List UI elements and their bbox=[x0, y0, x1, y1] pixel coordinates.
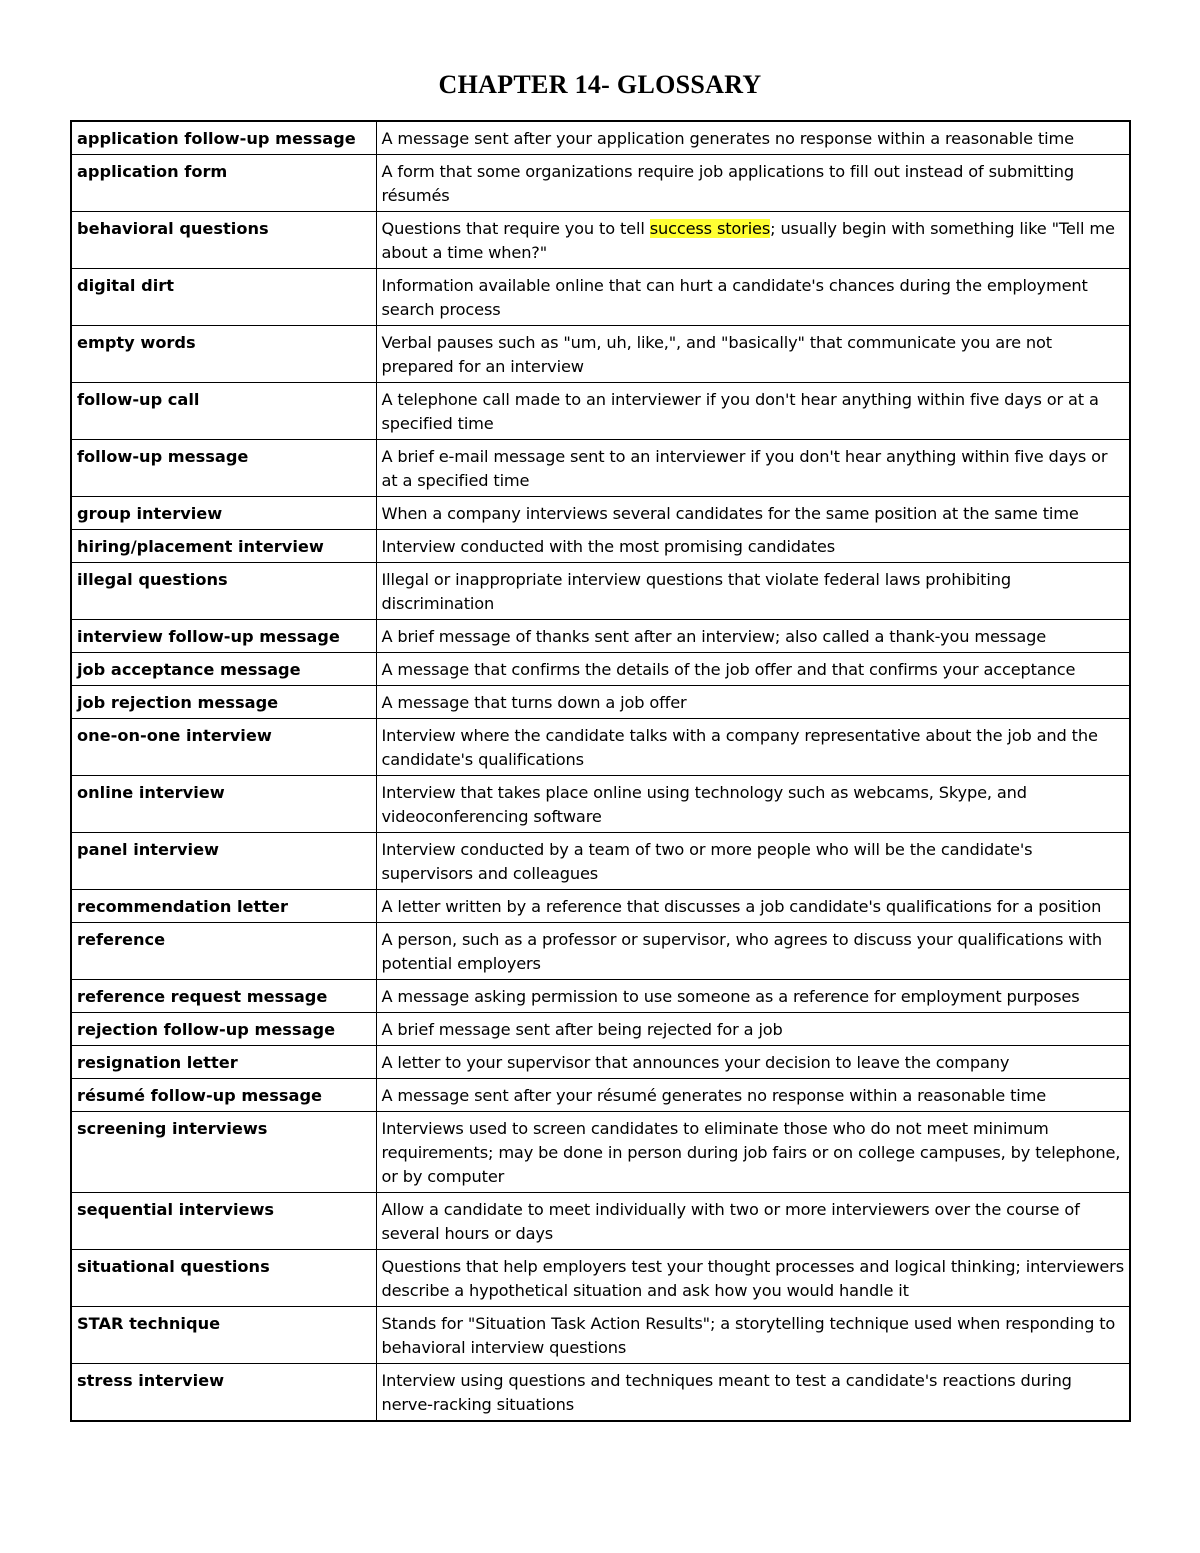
definition-cell: A message that confirms the details of the job offer and that confirms your acceptance bbox=[376, 653, 1130, 686]
term-cell: application form bbox=[71, 155, 376, 212]
term-cell: job rejection message bbox=[71, 686, 376, 719]
definition-cell: Interview using questions and techniques meant to test a candidate's reactions during nerve-racking situations bbox=[376, 1364, 1130, 1422]
table-row bbox=[71, 1046, 1130, 1079]
definition-cell: Interviews used to screen candidates to eliminate those who do not meet minimum requirements; may be done in person during job fairs or on college campuses, by telephone, or by computer bbox=[376, 1112, 1130, 1193]
definition-cell: A brief message sent after being rejected for a job bbox=[376, 1013, 1130, 1046]
table-row bbox=[71, 686, 1130, 719]
term-cell: follow-up call bbox=[71, 383, 376, 440]
definition-cell: Illegal or inappropriate interview questions that violate federal laws prohibiting discrimination bbox=[376, 563, 1130, 620]
table-row bbox=[71, 980, 1130, 1013]
definition-cell: A message that turns down a job offer bbox=[376, 686, 1130, 719]
table-row bbox=[71, 719, 1130, 776]
definition-cell: Information available online that can hurt a candidate's chances during the employment search process bbox=[376, 269, 1130, 326]
table-row bbox=[71, 1013, 1130, 1046]
definition-cell: A letter to your supervisor that announces your decision to leave the company bbox=[376, 1046, 1130, 1079]
definition-cell: Stands for "Situation Task Action Results"; a storytelling technique used when responding to behavioral interview questions bbox=[376, 1307, 1130, 1364]
table-row bbox=[71, 497, 1130, 530]
table-row bbox=[71, 833, 1130, 890]
term-cell: online interview bbox=[71, 776, 376, 833]
term-cell: application follow-up message bbox=[71, 121, 376, 155]
table-row bbox=[71, 269, 1130, 326]
table-row bbox=[71, 440, 1130, 497]
table-row bbox=[71, 653, 1130, 686]
table-row bbox=[71, 121, 1130, 155]
table-row bbox=[71, 1250, 1130, 1307]
term-cell: STAR technique bbox=[71, 1307, 376, 1364]
term-cell: resignation letter bbox=[71, 1046, 376, 1079]
term-cell: group interview bbox=[71, 497, 376, 530]
term-cell: digital dirt bbox=[71, 269, 376, 326]
definition-cell: Interview conducted with the most promising candidates bbox=[376, 530, 1130, 563]
table-row bbox=[71, 923, 1130, 980]
term-cell: job acceptance message bbox=[71, 653, 376, 686]
definition-cell: A telephone call made to an interviewer if you don't hear anything within five days or at a specified time bbox=[376, 383, 1130, 440]
definition-cell: When a company interviews several candidates for the same position at the same time bbox=[376, 497, 1130, 530]
definition-cell: Questions that help employers test your thought processes and logical thinking; interviewers describe a hypothetical situation and ask how you would handle it bbox=[376, 1250, 1130, 1307]
term-cell: reference bbox=[71, 923, 376, 980]
table-row bbox=[71, 155, 1130, 212]
term-cell: behavioral questions bbox=[71, 212, 376, 269]
term-cell: reference request message bbox=[71, 980, 376, 1013]
definition-text: Questions that require you to tell bbox=[381, 219, 650, 238]
table-row bbox=[71, 620, 1130, 653]
term-cell: panel interview bbox=[71, 833, 376, 890]
definition-cell: A person, such as a professor or supervisor, who agrees to discuss your qualifications with potential employers bbox=[376, 923, 1130, 980]
term-cell: rejection follow-up message bbox=[71, 1013, 376, 1046]
term-cell: illegal questions bbox=[71, 563, 376, 620]
term-cell: résumé follow-up message bbox=[71, 1079, 376, 1112]
term-cell: recommendation letter bbox=[71, 890, 376, 923]
definition-cell: Interview where the candidate talks with a company representative about the job and the candidate's qualifications bbox=[376, 719, 1130, 776]
term-cell: one-on-one interview bbox=[71, 719, 376, 776]
definition-cell: A brief message of thanks sent after an interview; also called a thank-you message bbox=[376, 620, 1130, 653]
table-row bbox=[71, 1364, 1130, 1422]
definition-cell: A message sent after your résumé generates no response within a reasonable time bbox=[376, 1079, 1130, 1112]
definition-cell: A letter written by a reference that discusses a job candidate's qualifications for a position bbox=[376, 890, 1130, 923]
table-row bbox=[71, 1112, 1130, 1193]
highlighted-text: success stories bbox=[649, 219, 771, 238]
term-cell: stress interview bbox=[71, 1364, 376, 1422]
definition-cell: A form that some organizations require job applications to fill out instead of submitting résumés bbox=[376, 155, 1130, 212]
table-row bbox=[71, 326, 1130, 383]
definition-cell bbox=[376, 212, 1130, 269]
term-cell: situational questions bbox=[71, 1250, 376, 1307]
term-cell: follow-up message bbox=[71, 440, 376, 497]
term-cell: interview follow-up message bbox=[71, 620, 376, 653]
definition-text: ; usually begin with something like "Tell me about a time when?" bbox=[381, 219, 1115, 262]
definition-cell: A message sent after your application generates no response within a reasonable time bbox=[376, 121, 1130, 155]
term-cell: hiring/placement interview bbox=[71, 530, 376, 563]
table-row bbox=[71, 383, 1130, 440]
definition-cell: A message asking permission to use someone as a reference for employment purposes bbox=[376, 980, 1130, 1013]
definition-cell: Interview that takes place online using technology such as webcams, Skype, and videoconferencing software bbox=[376, 776, 1130, 833]
page-title: CHAPTER 14- GLOSSARY bbox=[438, 70, 762, 99]
definition-cell: Allow a candidate to meet individually with two or more interviewers over the course of several hours or days bbox=[376, 1193, 1130, 1250]
table-row bbox=[71, 563, 1130, 620]
table-row bbox=[71, 776, 1130, 833]
table-row bbox=[71, 1193, 1130, 1250]
table-row bbox=[71, 1307, 1130, 1364]
term-cell: sequential interviews bbox=[71, 1193, 376, 1250]
glossary-table bbox=[70, 120, 1131, 1422]
table-row bbox=[71, 1079, 1130, 1112]
definition-cell: Interview conducted by a team of two or more people who will be the candidate's supervisors and colleagues bbox=[376, 833, 1130, 890]
term-cell: empty words bbox=[71, 326, 376, 383]
definition-cell: A brief e-mail message sent to an interviewer if you don't hear anything within five days or at a specified time bbox=[376, 440, 1130, 497]
table-row bbox=[71, 212, 1130, 269]
table-row bbox=[71, 530, 1130, 563]
definition-cell: Verbal pauses such as "um, uh, like,", and "basically" that communicate you are not prepared for an interview bbox=[376, 326, 1130, 383]
table-row bbox=[71, 890, 1130, 923]
term-cell: screening interviews bbox=[71, 1112, 376, 1193]
